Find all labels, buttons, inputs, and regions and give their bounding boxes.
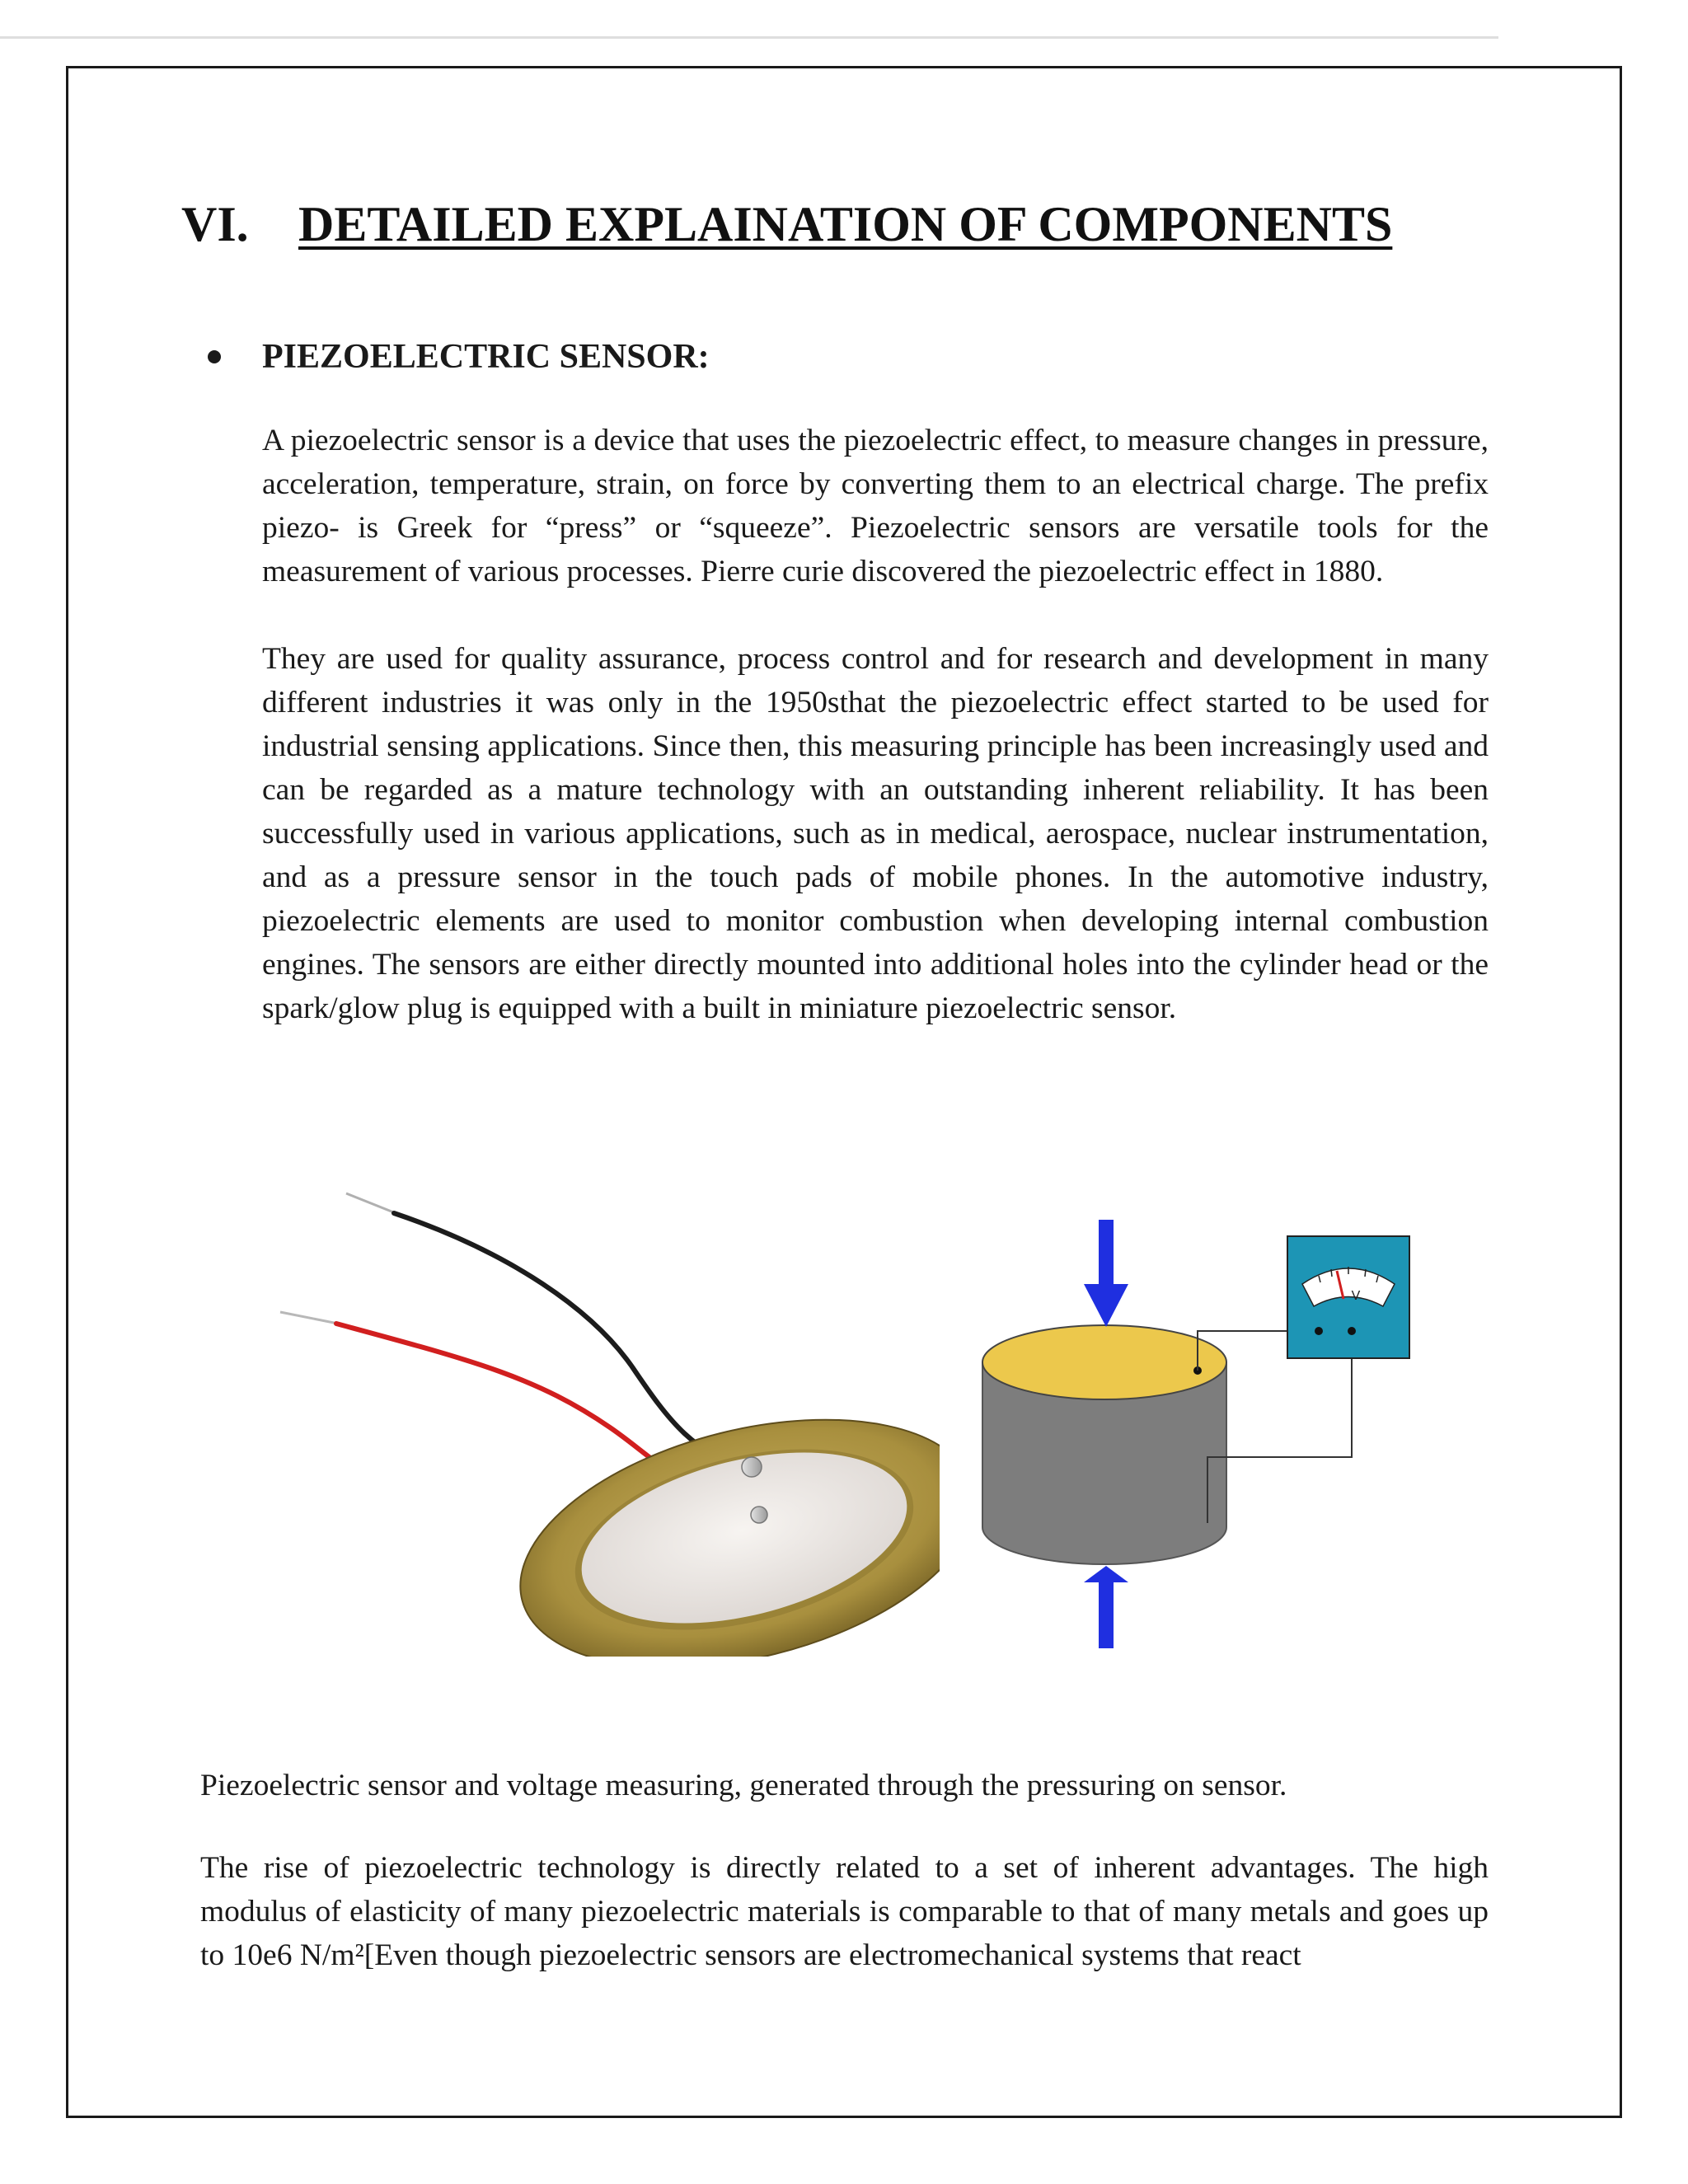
voltmeter bbox=[1287, 1236, 1409, 1358]
section-heading bbox=[181, 191, 1517, 257]
down-arrow-icon bbox=[1084, 1220, 1128, 1327]
cylinder bbox=[982, 1325, 1226, 1564]
piezo-disc-image bbox=[264, 1162, 940, 1657]
bullet-heading bbox=[208, 332, 710, 382]
brass-disc bbox=[495, 1377, 940, 1657]
paragraph-intro: A piezoelectric sensor is a device that uses the piezoelectric effect, to measure changes in pressure, acceleration, temperature, strain, on force by converting them to an electrical charge. The prefix piezo- is Greek for “press” or “squeeze”. Piezoelectric sensors are versatile tools for the measurement of various processes. Pierre curie discovered the piezoelectric effect in 1880. bbox=[262, 424, 1489, 588]
section-number: VI. bbox=[181, 197, 249, 251]
voltage-measurement-diagram bbox=[964, 1220, 1426, 1681]
bullet-dot-icon bbox=[208, 350, 221, 363]
figure-caption: Piezoelectric sensor and voltage measuring, generated through the pressuring on sensor. bbox=[200, 1769, 1287, 1802]
meter-label: V bbox=[1351, 1289, 1361, 1303]
paragraph-advantages: The rise of piezoelectric technology is directly related to a set of inherent advantages. The high modulus of elasticity of many piezoelectric materials is comparable to that of many metals and goes up to 10e6 N/m²[Even though piezoelectric sensors are electromechanical systems that react bbox=[200, 1851, 1489, 1972]
paragraph-uses: They are used for quality assurance, process control and for research and development in many different industries it was only in the 1950sthat the piezoelectric effect started to be used for industrial sensing applications. Since then, this measuring principle has been increasingly used and can be regarded as a mature technology with an outstanding inherent reliability. It has been successfully used in various applications, such as in medical, aerospace, nuclear instrumentation, and as a pressure sensor in the touch pads of mobile phones. In the automotive industry, piezoelectric elements are used to monitor combustion when developing internal combustion engines. The sensors are either directly mounted into additional holes into the cylinder head or the spark/glow plug is equipped with a built in miniature piezoelectric sensor. bbox=[262, 642, 1489, 1025]
top-divider bbox=[0, 36, 1498, 39]
bullet-label: PIEZOELECTRIC SENSOR: bbox=[262, 338, 710, 376]
section-title: DETAILED EXPLAINATION OF COMPONENTS bbox=[298, 197, 1393, 251]
black-wire bbox=[346, 1193, 750, 1465]
up-arrow-icon bbox=[1084, 1566, 1128, 1648]
